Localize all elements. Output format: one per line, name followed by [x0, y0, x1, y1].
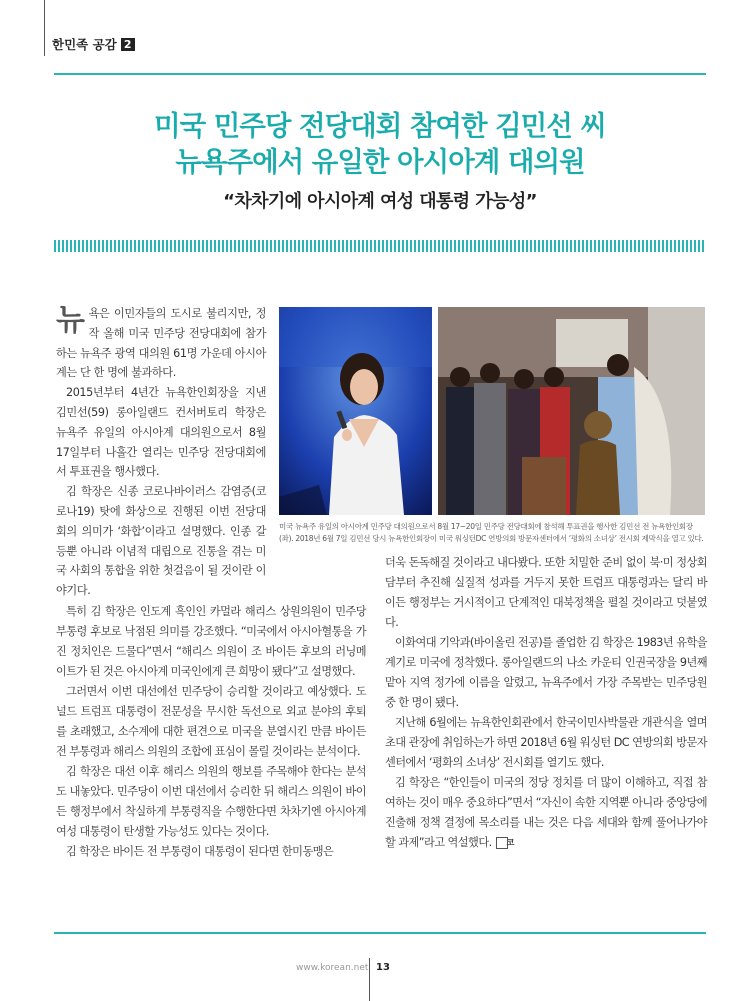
body-column-2: [56, 602, 366, 862]
paragraph: 김 학장은 바이든 전 부통령이 대통령이 된다면 한미동맹은: [66, 845, 334, 858]
section-label: [52, 35, 135, 53]
paragraph: 김 학장은 대선 이후 해리스 의원의 행보를 주목해야 한다는 분석도 내놓았다. 민주당이 이번 대선에서 승리한 뒤 해리스 의원이 바이든 행정부에서 착실하게 부통령직을 수행한다면 차차기엔 아시아계 여성 대통령이 탄생할 가능성도 있다는 것이다.: [56, 765, 366, 838]
photo-kim-minsun-portrait: [279, 307, 432, 515]
footer-url: www.korean.net: [296, 963, 369, 973]
section-label-text: 한민족 공감: [52, 37, 117, 52]
end-mark-icon: 코: [496, 837, 508, 849]
paragraph: 뉴욕은 이민자들의 도시로 불리지만, 정작 올해 미국 민주당 전당대회에 참가하는 뉴욕주 광역 대의원 61명 가운데 아시아계는 단 한 명에 불과하다.: [56, 303, 266, 380]
dropcap: 뉴: [56, 303, 85, 338]
footer-divider: [54, 932, 706, 934]
page-number: 13: [376, 962, 390, 973]
photo-caption: 미국 뉴욕주 유일의 아시아계 민주당 대의원으로서 8월 17~20일 민주당 전당대회에 참석해 투표권을 행사한 김민선 전 뉴욕한인회장(좌). 2018년 6월 7일 김민선 당시 뉴욕한인회장이 미국 워싱턴DC 연방의회 방문자센터에서 ‘평화의 소녀상’ 전시회 제막식을 열고 있다.: [279, 522, 704, 543]
photo-peace-statue-ceremony: [438, 307, 705, 515]
paragraph: 더욱 돈독해질 것이라고 내다봤다. 또한 치밀한 준비 없이 북·미 정상회담부터 추진해 실질적 성과를 거두지 못한 트럼프 대통령과는 달리 바이든 행정부는 거시적이고 단계적인 대북정책을 펼칠 것이라고 덧붙였다.: [385, 556, 707, 629]
paragraph: 2015년부터 4년간 뉴욕한인회장을 지낸 김민선(59) 롱아일랜드 컨서버토리 학장은 뉴욕주 유일의 아시아계 대의원으로서 8월 17일부터 나흘간 열리는 민주당 전당대회에서 투표권을 행사했다.: [56, 386, 266, 479]
header-divider: [54, 73, 706, 75]
paragraph: 지난해 6월에는 뉴욕한인회관에서 한국이민사박물관 개관식을 열며 초대 관장에 취임하는가 하면 2018년 6월 워싱턴 DC 연방의회 방문자센터에서 ‘평화의 소녀상’ 전시회를 열기도 했다.: [385, 716, 707, 769]
paragraph: 김 학장은 “한인들이 미국의 정당 정치를 더 많이 이해하고, 직접 참여하는 것이 매우 중요하다”면서 “자신이 속한 지역뿐 아니라 중앙당에 진출해 정책 결정에 목소리를 내는 것은 다음 세대와 함께 풀어나가야 할 과제”라고 역설했다. 코: [385, 776, 707, 849]
article-title-line1: 미국 민주당 전당대회 참여한 김민선 씨: [154, 110, 606, 142]
section-number-badge: 2: [121, 38, 135, 51]
dotted-divider: [54, 240, 706, 252]
article-subtitle: “차차기에 아시아계 여성 대통령 가능성”: [223, 191, 537, 212]
top-vertical-rule: [44, 0, 45, 56]
body-column-3: [385, 553, 707, 853]
article-title-line2: 뉴욕주에서 유일한 아시아계 대의원: [175, 146, 585, 178]
ceremony-illustration: [438, 307, 705, 515]
portrait-illustration: [279, 307, 432, 515]
paragraph: 특히 김 학장은 인도계 흑인인 카멀라 해리스 상원의원이 민주당 부통령 후보로 낙점된 의미를 강조했다. “미국에서 아시아혈통을 가진 정치인은 드물다”면서 “해리스 의원이 조 바이든 후보의 러닝메이트가 된 것은 아시아계 미국인에게 큰 희망이 됐다”고 설명했다.: [56, 605, 366, 678]
body-column-1: [56, 304, 266, 601]
paragraph: 김 학장은 신종 코로나바이러스 감염증(코로나19) 탓에 화상으로 진행된 이번 전당대회의 의미가 ‘화합’이라고 설명했다. 인종 갈등뿐 아니라 이념적 대립으로 진통을 겪는 미국 사회의 통합을 위한 첫걸음이 될 것이란 이야기다.: [56, 485, 266, 598]
paragraph: 이화여대 기악과(바이올린 전공)를 졸업한 김 학장은 1983년 유학을 계기로 미국에 정착했다. 롱아일랜드의 나소 카운티 인권국장을 9년째 맡아 지역 정가에 이름을 알렸고, 뉴욕주에서 가장 주목받는 민주당원 중 한 명이 됐다.: [385, 636, 707, 709]
footer-separator: [369, 958, 370, 1001]
paragraph: 그러면서 이번 대선에선 민주당이 승리할 것이라고 예상했다. 도널드 트럼프 대통령이 전문성을 무시한 독선으로 외교 분야의 후퇴를 초래했고, 소수계에 대한 편견으로 미국을 분열시킨 만큼 바이든 전 부통령과 해리스 의원의 조합에 표심이 몰릴 것이라는 분석이다.: [56, 685, 366, 758]
